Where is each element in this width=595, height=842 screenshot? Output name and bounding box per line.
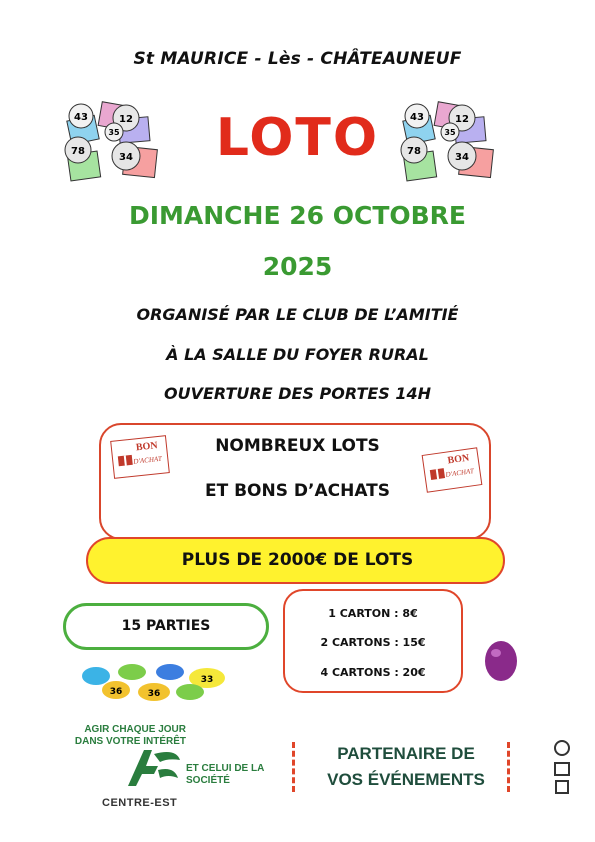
voucher-word: BON	[135, 440, 159, 454]
voucher-sub: D'ACHAT	[445, 467, 475, 479]
bingo-balls-illustration	[72, 662, 242, 702]
sponsor-slogan-2: ET CELUI DE LA SOCIÉTÉ	[186, 763, 264, 786]
ball-label: 35	[108, 128, 120, 137]
organizer-line: ORGANISÉ PAR LE CLUB DE L’AMITIÉ	[136, 305, 459, 324]
price-line: 4 CARTONS : 20€	[320, 666, 426, 679]
total-prizes-text: PLUS DE 2000€ DE LOTS	[181, 550, 414, 570]
partner-text	[316, 741, 496, 793]
ball-label: 12	[119, 114, 133, 125]
ball-label: 34	[455, 152, 469, 163]
credit-agricole-logo	[124, 744, 184, 790]
doors-line: OUVERTURE DES PORTES 14H	[163, 384, 432, 403]
ball-label: 33	[200, 675, 214, 685]
ball-label: 34	[119, 152, 133, 163]
voucher-sub: D'ACHAT	[133, 454, 163, 466]
price-line: 2 CARTONS : 15€	[320, 636, 426, 649]
loto-balls-illustration-right	[400, 98, 500, 184]
town-name: St MAURICE - Lès - CHÂTEAUNEUF	[133, 49, 462, 69]
ball-label: 43	[410, 112, 424, 123]
ball-label: 36	[109, 687, 123, 697]
gift-icon	[428, 463, 446, 481]
prizes-line-2: ET BONS D’ACHATS	[204, 481, 391, 501]
venue-line: À LA SALLE DU FOYER RURAL	[166, 345, 429, 364]
partner-line-1: PARTENAIRE DE	[337, 744, 475, 763]
event-year: 2025	[262, 252, 333, 281]
ball-label: 78	[407, 146, 421, 157]
ball-label: 78	[71, 146, 85, 157]
decor-dashes-right	[507, 742, 516, 792]
ball-label: 12	[455, 114, 469, 125]
sponsor-slogan: AGIR CHAQUE JOUR DANS VOTRE INTÉRÊT	[74, 724, 186, 747]
price-line: 1 CARTON : 8€	[328, 607, 418, 620]
purple-ball-icon	[483, 639, 519, 683]
ball-label: 36	[147, 689, 161, 699]
event-title: LOTO	[215, 108, 380, 168]
decor-dashes-left	[292, 742, 301, 792]
partner-line-2: VOS ÉVÉNEMENTS	[327, 770, 485, 789]
games-count-text: 15 PARTIES	[121, 618, 211, 634]
ball-label: 35	[444, 128, 456, 137]
prizes-line-1: NOMBREUX LOTS	[215, 436, 380, 456]
sponsor-region: CENTRE-EST	[102, 797, 178, 809]
recycling-icons	[552, 738, 572, 796]
voucher-word: BON	[446, 452, 470, 467]
ball-label: 43	[74, 112, 88, 123]
event-date: DIMANCHE 26 OCTOBRE	[128, 201, 467, 230]
